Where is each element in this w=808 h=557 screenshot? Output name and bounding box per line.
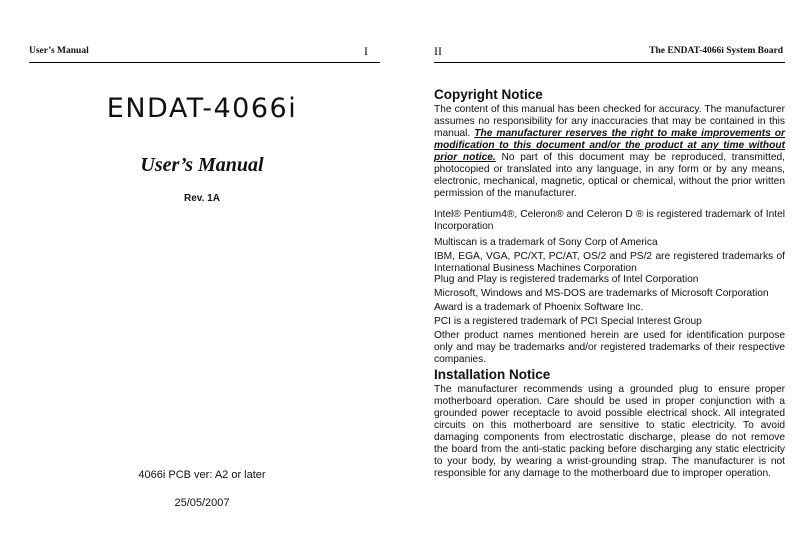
installation-heading: Installation Notice (434, 367, 551, 382)
release-date: 25/05/2007 (174, 497, 230, 509)
trademark-item: Plug and Play is registered trademarks of Intel Corporation (434, 274, 699, 285)
right-page-number: II (434, 44, 442, 58)
copyright-text (434, 104, 785, 200)
trademark-item: Award is a trademark of Phoenix Software Inc. (434, 302, 644, 313)
right-page (404, 0, 808, 557)
left-header-rule (29, 62, 380, 63)
copyright-text-intro: The content of this manual has been checked for accuracy. The manufacturer assumes no responsibility for any inaccuracies that may be contained in this manual. (434, 104, 785, 139)
right-header-rule (434, 62, 785, 63)
copyright-heading: Copyright Notice (434, 87, 543, 102)
copyright-text-rest: No part of this document may be reproduced, transmitted, photocopied or translated into any language, in any form or by any means, electronic, mechanical, magnetic, optical or chemical, without the prior written permission of the manufacturer. (434, 152, 785, 199)
manual-subtitle: User’s Manual (140, 154, 264, 176)
right-header-label: The ENDAT-4066i System Board (649, 46, 783, 56)
trademark-item: IBM, EGA, VGA, PC/XT, PC/AT, OS/2 and PS/2 are registered trademarks of International Business Machines Corporation (434, 251, 785, 274)
left-header-label: User’s Manual (29, 46, 89, 56)
installation-text: The manufacturer recommends using a grounded plug to ensure proper motherboard operation. Care should be used in proper conjunction with a grounded power receptacle to avoid possible electrical shock. All integrated circuits on this motherboard are sensitive to static electricity. To avoid damaging components from electrostatic discharge, please do not remove the board from the anti-static packing before discharging any static electricity to your body, by wearing a wrist-grounding strap. The manufacturer is not responsible for any damage to the motherboard due to improper operation. (434, 384, 785, 479)
trademark-item: Multiscan is a trademark of Sony Corp of America (434, 237, 658, 248)
left-page-number: I (364, 44, 368, 58)
revision-label: Rev. 1A (184, 193, 220, 204)
copyright-text-emphasis: The manufacturer reserves the right to make improvements or modification to this document and/or the product at any time without prior notice. (434, 128, 785, 163)
trademark-item: Microsoft, Windows and MS-DOS are trademarks of Microsoft Corporation (434, 288, 769, 299)
pcb-version: 4066i PCB ver: A2 or later (138, 469, 266, 481)
manual-title: ENDAT-4066i (106, 93, 298, 124)
trademark-item: Other product names mentioned herein are used for identification purpose only and may be trademarks and/or registered trademarks of their respective companies. (434, 330, 785, 365)
trademark-item: Intel® Pentium4®, Celeron® and Celeron D ® is registered trademark of Intel Incorporation (434, 209, 785, 232)
trademark-item: PCI is a registered trademark of PCI Special Interest Group (434, 316, 702, 327)
